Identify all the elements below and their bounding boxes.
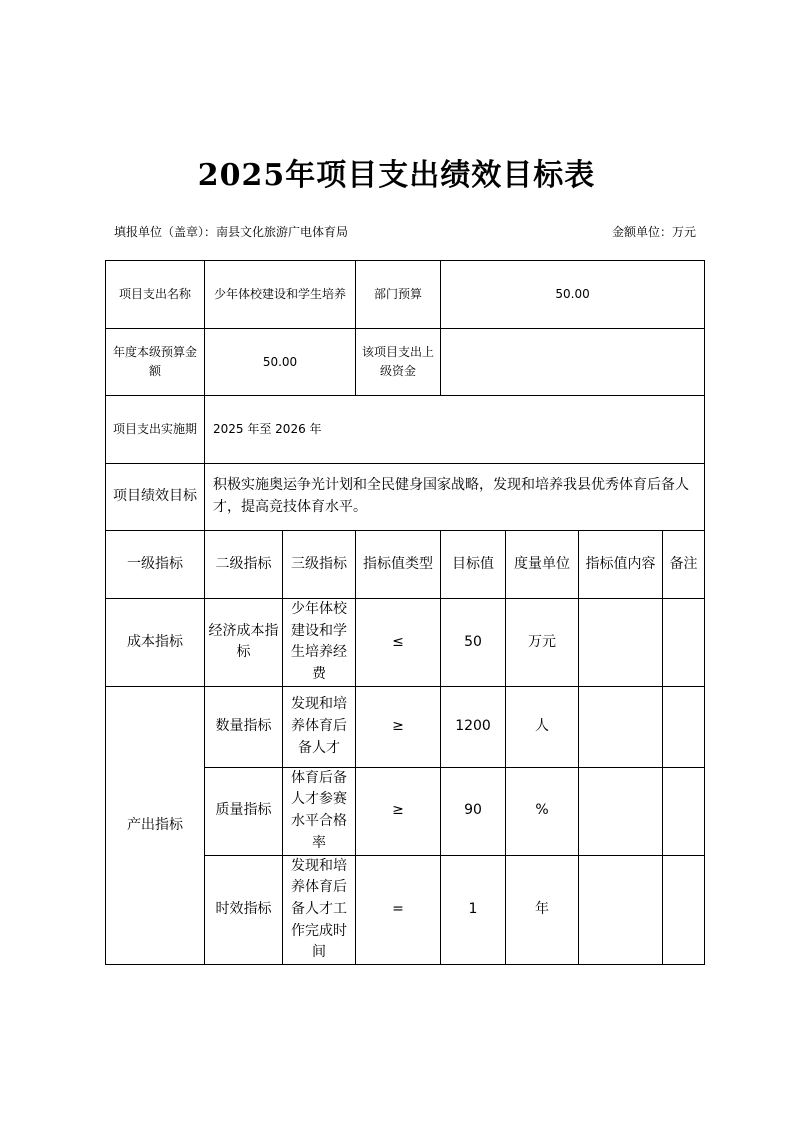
level2-cell: 质量指标 bbox=[205, 767, 283, 855]
type-cell: ≥ bbox=[356, 767, 441, 855]
unit-cell: 万元 bbox=[506, 599, 579, 687]
level2-cell: 数量指标 bbox=[205, 686, 283, 767]
level3-cell: 体育后备人才参赛水平合格率 bbox=[283, 767, 356, 855]
level1-cell: 产出指标 bbox=[106, 686, 205, 964]
unit-cell: 年 bbox=[506, 855, 579, 964]
table-row bbox=[106, 599, 705, 687]
table-row bbox=[106, 261, 705, 329]
target-cell: 50 bbox=[441, 599, 506, 687]
dept-budget-value: 50.00 bbox=[441, 261, 705, 329]
goal-label: 项目绩效目标 bbox=[106, 464, 205, 531]
level1-cell: 成本指标 bbox=[106, 599, 205, 687]
column-header: 度量单位 bbox=[506, 531, 579, 599]
target-cell: 1200 bbox=[441, 686, 506, 767]
note-cell bbox=[663, 686, 705, 767]
project-name-value: 少年体校建设和学生培养 bbox=[205, 261, 356, 329]
level2-cell: 经济成本指标 bbox=[205, 599, 283, 687]
column-header: 指标值内容 bbox=[579, 531, 663, 599]
note-cell bbox=[663, 767, 705, 855]
content-cell bbox=[579, 599, 663, 687]
type-cell: ≤ bbox=[356, 599, 441, 687]
table-row bbox=[106, 396, 705, 464]
annual-budget-value: 50.00 bbox=[205, 329, 356, 396]
amount-unit: 金额单位：万元 bbox=[611, 225, 696, 239]
type-cell: ≥ bbox=[356, 686, 441, 767]
unit-cell: 人 bbox=[506, 686, 579, 767]
page-title: 2025年项目支出绩效目标表 bbox=[197, 158, 596, 193]
annual-budget-label: 年度本级预算金额 bbox=[106, 329, 205, 396]
note-cell bbox=[663, 855, 705, 964]
table-row bbox=[106, 464, 705, 531]
level3-cell: 发现和培养体育后备人才工作完成时间 bbox=[283, 855, 356, 964]
dept-budget-label: 部门预算 bbox=[356, 261, 441, 329]
goal-value: 积极实施奥运争光计划和全民健身国家战略，发现和培养我县优秀体育后备人才，提高竞技体育水平。 bbox=[205, 464, 705, 531]
column-header: 指标值类型 bbox=[356, 531, 441, 599]
target-cell: 90 bbox=[441, 767, 506, 855]
performance-table bbox=[105, 260, 705, 965]
level3-cell: 发现和培养体育后备人才 bbox=[283, 686, 356, 767]
superior-fund-value bbox=[441, 329, 705, 396]
unit-cell: % bbox=[506, 767, 579, 855]
content-cell bbox=[579, 767, 663, 855]
content-cell bbox=[579, 686, 663, 767]
period-value: 2025 年至 2026 年 bbox=[205, 396, 705, 464]
content-cell bbox=[579, 855, 663, 964]
table-row bbox=[106, 329, 705, 396]
level2-cell: 时效指标 bbox=[205, 855, 283, 964]
column-header: 三级指标 bbox=[283, 531, 356, 599]
column-header: 目标值 bbox=[441, 531, 506, 599]
target-cell: 1 bbox=[441, 855, 506, 964]
table-header-row bbox=[106, 531, 705, 599]
period-label: 项目支出实施期 bbox=[106, 396, 205, 464]
level3-cell: 少年体校建设和学生培养经费 bbox=[283, 599, 356, 687]
table-row bbox=[106, 686, 705, 767]
type-cell: = bbox=[356, 855, 441, 964]
project-name-label: 项目支出名称 bbox=[106, 261, 205, 329]
column-header: 二级指标 bbox=[205, 531, 283, 599]
column-header: 一级指标 bbox=[106, 531, 205, 599]
reporting-unit: 填报单位（盖章）：南县文化旅游广电体育局 bbox=[114, 225, 349, 239]
note-cell bbox=[663, 599, 705, 687]
column-header: 备注 bbox=[663, 531, 705, 599]
superior-fund-label: 该项目支出上级资金 bbox=[356, 329, 441, 396]
